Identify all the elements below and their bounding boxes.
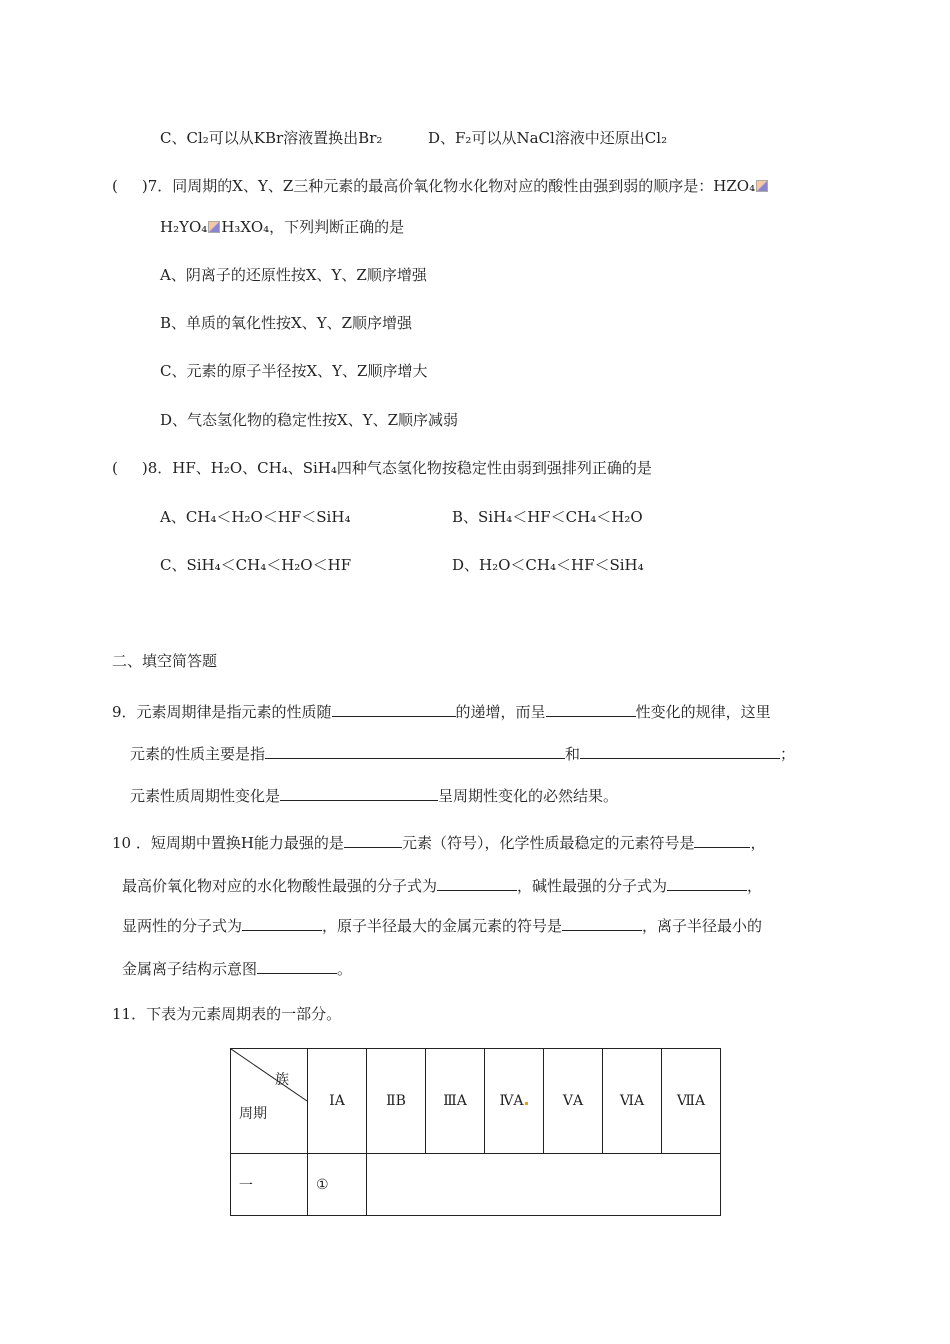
- answer-blank[interactable]: [546, 700, 636, 717]
- q9-text: 的递增，而呈: [455, 703, 546, 721]
- diagonal-line: [231, 1049, 307, 1153]
- period-header-label: 周期: [239, 1106, 267, 1122]
- group-header-label: 族: [275, 1072, 289, 1088]
- q10-line2: [122, 874, 762, 896]
- group-header: ⅣA: [485, 1049, 544, 1154]
- answer-blank[interactable]: [265, 742, 565, 759]
- answer-blank[interactable]: [437, 874, 517, 891]
- q7-stem3: H₃XO₄，下列判断正确的是: [221, 218, 405, 236]
- group-header: ⅡB: [367, 1049, 426, 1154]
- q8-stem-text: HF、H₂O、CH₄、SiH₄四种气态氢化物按稳定性由弱到强排列正确的是: [172, 459, 652, 477]
- element-cell: ①: [308, 1154, 367, 1216]
- empty-span-cell: [367, 1154, 721, 1216]
- answer-blank[interactable]: [332, 700, 456, 717]
- q9-text: ；: [780, 745, 796, 763]
- answer-blank[interactable]: [694, 831, 750, 848]
- periodic-table-fragment: [230, 1048, 721, 1216]
- header-diagonal-cell: [231, 1049, 308, 1154]
- answer-blank[interactable]: [580, 742, 780, 759]
- period-label: 一: [231, 1154, 308, 1216]
- q8-option-a: A、CH₄＜H₂O＜HF＜SiH₄: [160, 508, 351, 526]
- q7-number: )7．: [141, 177, 173, 195]
- q11-stem: 11．下表为元素周期表的一部分。: [112, 1005, 342, 1023]
- group-header: ⅥA: [603, 1049, 662, 1154]
- q10-text: 。: [337, 960, 353, 978]
- q9-text: 9．元素周期律是指元素的性质随: [112, 703, 332, 721]
- q10-text: ，碱性最强的分子式为: [517, 877, 668, 895]
- q7-option-a: A、阴离子的还原性按X、Y、Z顺序增强: [160, 266, 427, 284]
- q10-text: ，原子半径最大的金属元素的符号是: [322, 917, 563, 935]
- q6-option-c: C、Cl₂可以从KBr溶液置换出Br₂: [160, 129, 383, 147]
- q8-number: )8．: [141, 459, 173, 477]
- group-header: ⅢA: [426, 1049, 485, 1154]
- q7-paren: (: [112, 177, 118, 195]
- q10-line1: [112, 831, 765, 853]
- q9-text: 性变化的规律，这里: [635, 703, 771, 721]
- q8-option-b: B、SiH₄＜HF＜CH₄＜H₂O: [452, 508, 643, 526]
- section-title: 二、填空简答题: [112, 652, 218, 670]
- group-header: ⅦA: [662, 1049, 721, 1154]
- q10-text: 10 ．短周期中置换H能力最强的是: [112, 834, 344, 852]
- answer-blank[interactable]: [242, 914, 322, 931]
- q9-text: 元素性质周期性变化是: [130, 787, 281, 805]
- stray-dot-icon: [525, 1102, 528, 1105]
- answer-blank[interactable]: [257, 957, 337, 974]
- q10-text: 元素（符号），化学性质最稳定的元素符号是: [401, 834, 695, 852]
- q9-line3: [130, 784, 618, 806]
- q7-option-c: C、元素的原子半径按X、Y、Z顺序增大: [160, 362, 428, 380]
- q7-stem-line1: [112, 176, 769, 196]
- q9-line2: [130, 742, 795, 764]
- q8-option-d: D、H₂O＜CH₄＜HF＜SiH₄: [452, 556, 644, 574]
- answer-blank[interactable]: [344, 831, 402, 848]
- q10-line3: [122, 914, 762, 936]
- q9-text: 呈周期性变化的必然结果。: [438, 787, 619, 805]
- q9-text: 元素的性质主要是指: [130, 745, 266, 763]
- group-header: ⅤA: [544, 1049, 603, 1154]
- q10-text: 金属离子结构示意图: [122, 960, 258, 978]
- q10-line4: [122, 957, 352, 979]
- greater-than-glyph-icon: [756, 180, 768, 192]
- q7-option-d: D、气态氢化物的稳定性按X、Y、Z顺序减弱: [160, 411, 459, 429]
- q8-paren: (: [112, 459, 118, 477]
- q8-stem: [112, 458, 652, 478]
- q9-line1: [112, 700, 771, 722]
- q10-text: ，: [747, 877, 763, 895]
- q7-stem-line2: [160, 217, 404, 237]
- q8-option-c: C、SiH₄＜CH₄＜H₂O＜HF: [160, 556, 352, 574]
- answer-blank[interactable]: [667, 874, 747, 891]
- greater-than-glyph-icon: [208, 221, 220, 233]
- group-header: ⅠA: [308, 1049, 367, 1154]
- q10-text: ，离子半径最小的: [642, 917, 763, 935]
- q7-stem2: H₂YO₄: [160, 218, 208, 236]
- q7-option-b: B、单质的氧化性按X、Y、Z顺序增强: [160, 314, 413, 332]
- q10-text: ，: [750, 834, 766, 852]
- q7-stem1: 同周期的X、Y、Z三种元素的最高价氧化物水化物对应的酸性由强到弱的顺序是：HZO₄: [172, 177, 756, 195]
- q10-text: 最高价氧化物对应的水化物酸性最强的分子式为: [122, 877, 438, 895]
- answer-blank[interactable]: [562, 914, 642, 931]
- q10-text: 显两性的分子式为: [122, 917, 243, 935]
- q6-option-d: D、F₂可以从NaCl溶液中还原出Cl₂: [428, 129, 668, 147]
- q9-text: 和: [565, 745, 581, 763]
- answer-blank[interactable]: [280, 784, 438, 801]
